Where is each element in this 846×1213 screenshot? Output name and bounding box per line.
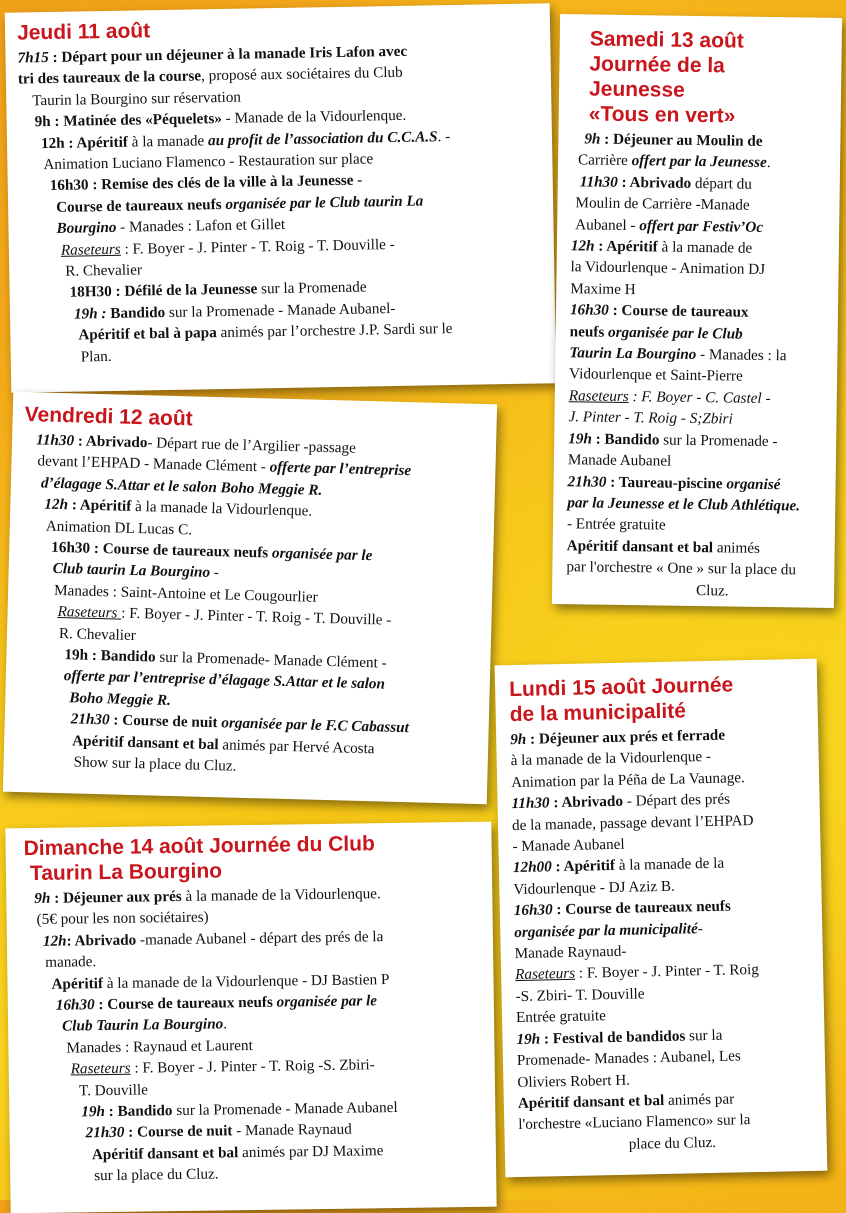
dimanche-line: T. Douville bbox=[78, 1081, 149, 1100]
dimanche-line: 21h30 : Course de nuit - Manade Raynaud bbox=[85, 1121, 352, 1142]
samedi-line: la Vidourlenque - Animation DJ bbox=[570, 258, 766, 279]
lundi-line: 16h30 : Course de taureaux neufs bbox=[513, 897, 731, 920]
samedi-line: Carrière offert par la Jeunesse. bbox=[577, 151, 771, 172]
vendredi-line: Manades : Saint-Antoine et Le Cougourlier bbox=[53, 581, 318, 606]
jeudi-title: Jeudi 11 août bbox=[16, 19, 151, 45]
dimanche-line: manade. bbox=[45, 953, 97, 972]
samedi-line: J. Pinter - T. Roig - S;Zbiri bbox=[568, 408, 733, 428]
lundi-title: de la municipalité bbox=[509, 699, 687, 727]
lundi-line: 19h : Festival de bandidos sur la bbox=[516, 1026, 723, 1048]
vendredi-line: offerte par l’entreprise d’élagage S.Attar et le salon bbox=[63, 667, 386, 694]
jeudi-line: 18H30 : Défilé de la Jeunesse sur la Promenade bbox=[69, 278, 367, 302]
jeudi-line: 12h : Apéritif à la manade au profit de l’association du C.C.A.S. - bbox=[40, 127, 451, 152]
vendredi-line: Apéritif dansant et bal animés par Hervé Acosta bbox=[71, 732, 375, 757]
lundi-line: - Manade Aubanel bbox=[512, 835, 625, 856]
lundi-line: à la manade de la Vidourlenque - bbox=[510, 748, 712, 770]
samedi-line: Apéritif dansant et bal animés bbox=[566, 536, 761, 557]
lundi-title: Lundi 15 août Journée bbox=[508, 673, 734, 702]
vendredi-line: 12h : Apéritif à la manade la Vidourlenque. bbox=[44, 495, 313, 520]
samedi-line: Moulin de Carrière -Manade bbox=[575, 194, 750, 214]
jeudi-line: Animation Luciano Flamenco - Restauration sur place bbox=[43, 150, 374, 174]
samedi-line: Vidourlenque et Saint-Pierre bbox=[568, 365, 743, 386]
samedi-title: Jeunesse bbox=[588, 77, 685, 102]
samedi-line: Manade Aubanel bbox=[567, 451, 672, 470]
samedi-card bbox=[552, 14, 842, 608]
dimanche-line: 12h: Abrivado -manade Aubanel - départ des prés de la bbox=[42, 927, 384, 950]
jeudi-line: Apéritif et bal à papa animés par l’orchestre J.P. Sardi sur le bbox=[78, 320, 453, 344]
samedi-line: par la Jeunesse et le Club Athlétique. bbox=[567, 494, 801, 515]
samedi-line: 16h30 : Course de taureaux bbox=[569, 301, 749, 321]
dimanche-card bbox=[5, 822, 496, 1213]
vendredi-line: 19h : Bandido sur la Promenade- Manade Clément - bbox=[64, 646, 387, 672]
vendredi-line: Animation DL Lucas C. bbox=[45, 517, 193, 539]
dimanche-line: Club Taurin La Bourgino. bbox=[61, 1015, 228, 1036]
vendredi-line: 21h30 : Course de nuit organisée par le F.C Cabassut bbox=[70, 710, 410, 737]
lundi-line: 11h30 : Abrivado - Départ des prés bbox=[511, 790, 731, 813]
vendredi-line: 11h30 : Abrivado- Départ rue de l’Argilier -passage bbox=[35, 431, 357, 457]
dimanche-title: Taurin La Bourgino bbox=[29, 859, 223, 886]
jeudi-line: 19h : Bandido sur la Promenade - Manade Aubanel- bbox=[73, 299, 396, 323]
vendredi-line: Raseteurs : F. Boyer - J. Pinter - T. Roig - T. Douville - bbox=[57, 603, 392, 629]
samedi-line: Aubanel - offert par Festiv’Oc bbox=[575, 215, 764, 236]
samedi-line: - Entrée gratuite bbox=[566, 515, 666, 534]
lundi-line: de la manade, passage devant l’EHPAD bbox=[511, 811, 754, 834]
samedi-line: Taurin La Bourgino - Manades : la bbox=[569, 344, 787, 365]
jeudi-line: 16h30 : Remise des clés de la ville à la Jeunesse - bbox=[49, 172, 363, 195]
lundi-line: 9h : Déjeuner aux prés et ferrade bbox=[510, 726, 726, 749]
jeudi-line: Plan. bbox=[80, 347, 112, 366]
lundi-line: organisée par la municipalité- bbox=[514, 919, 703, 941]
dimanche-line: Apéritif dansant et bal animés par DJ Maxime bbox=[91, 1142, 384, 1164]
lundi-line: Entrée gratuite bbox=[515, 1007, 607, 1027]
dimanche-line: Apéritif à la manade de la Vidourlenque - DJ Bastien P bbox=[51, 970, 390, 993]
dimanche-line: 16h30 : Course de taureaux neufs organisée par le bbox=[55, 992, 378, 1014]
jeudi-line: Raseteurs : F. Boyer - J. Pinter - T. Roig - T. Douville - bbox=[60, 235, 395, 259]
samedi-line: par l'orchestre « One » sur la place du bbox=[566, 558, 797, 579]
samedi-title: «Tous en vert» bbox=[588, 102, 736, 128]
lundi-card bbox=[495, 659, 828, 1178]
dimanche-line: 9h : Déjeuner aux prés à la manade de la Vidourlenque. bbox=[34, 885, 381, 908]
lundi-line: Oliviers Robert H. bbox=[517, 1071, 631, 1091]
lundi-line: -S. Zbiri- T. Douville bbox=[515, 985, 645, 1005]
samedi-line: neufs organisée par le Club bbox=[569, 322, 743, 343]
vendredi-line: Boho Meggie R. bbox=[69, 689, 172, 709]
vendredi-card bbox=[3, 392, 497, 805]
dimanche-title: Dimanche 14 août Journée du Club bbox=[23, 832, 375, 861]
samedi-line: Raseteurs : F. Boyer - C. Castel - bbox=[568, 387, 771, 407]
jeudi-card bbox=[5, 3, 557, 392]
vendredi-title: Vendredi 12 août bbox=[24, 403, 194, 431]
samedi-line: 9h : Déjeuner au Moulin de bbox=[584, 130, 763, 150]
samedi-line: 11h30 : Abrivado départ du bbox=[579, 173, 753, 193]
vendredi-line: d’élagage S.Attar et le salon Boho Meggie R. bbox=[40, 474, 323, 499]
jeudi-line: R. Chevalier bbox=[65, 261, 143, 280]
lundi-line: place du Cluz. bbox=[628, 1133, 717, 1153]
lundi-line: Animation par la Péña de La Vaunage. bbox=[510, 769, 746, 791]
lundi-line: Apéritif dansant et bal animés par bbox=[517, 1090, 735, 1112]
samedi-line: Maxime H bbox=[570, 280, 636, 298]
jeudi-line: Taurin la Bourgino sur réservation bbox=[32, 88, 242, 110]
lundi-line: Manade Raynaud- bbox=[514, 942, 627, 963]
dimanche-line: 19h : Bandido sur la Promenade - Manade Aubanel bbox=[81, 1099, 398, 1121]
vendredi-line: Show sur la place du Cluz. bbox=[73, 753, 237, 775]
samedi-line: Cluz. bbox=[695, 581, 729, 599]
samedi-line: 12h : Apéritif à la manade de bbox=[570, 237, 753, 257]
lundi-line: Promenade- Manades : Aubanel, Les bbox=[516, 1047, 742, 1070]
dimanche-line: Raseteurs : F. Boyer - J. Pinter - T. Roig -S. Zbiri- bbox=[70, 1056, 375, 1078]
samedi-title: Journée de la bbox=[589, 52, 725, 78]
samedi-line: 19h : Bandido sur la Promenade - bbox=[568, 429, 778, 450]
jeudi-line: tri des taureaux de la course, proposé aux sociétaires du Club bbox=[17, 64, 403, 88]
samedi-line: 21h30 : Taureau-piscine organisé bbox=[567, 472, 781, 493]
jeudi-line: Bourgino - Manades : Lafon et Gillet bbox=[56, 216, 286, 238]
vendredi-line: R. Chevalier bbox=[58, 624, 136, 644]
jeudi-line: Course de taureaux neufs organisée par le Club taurin La bbox=[55, 192, 424, 216]
lundi-line: l'orchestre «Luciano Flamenco» sur la bbox=[518, 1111, 751, 1134]
dimanche-line: Manades : Raynaud et Laurent bbox=[66, 1036, 253, 1057]
vendredi-line: Club taurin La Bourgino - bbox=[52, 560, 220, 582]
vendredi-line: devant l’EHPAD - Manade Clément - offerte par l’entreprise bbox=[37, 452, 412, 480]
jeudi-line: 7h15 : Départ pour un déjeuner à la manade Iris Lafon avec bbox=[17, 42, 408, 67]
lundi-line: 12h00 : Apéritif à la manade de la bbox=[512, 855, 725, 877]
jeudi-line: 9h : Matinée des «Péquelets» - Manade de la Vidourlenque. bbox=[34, 107, 407, 131]
dimanche-line: (5€ pour les non sociétaires) bbox=[36, 908, 209, 929]
vendredi-line: 16h30 : Course de taureaux neufs organisée par le bbox=[51, 538, 373, 565]
samedi-title: Samedi 13 août bbox=[589, 27, 744, 53]
lundi-line: Raseteurs : F. Boyer - J. Pinter - T. Roig bbox=[514, 961, 760, 984]
lundi-line: Vidourlenque - DJ Aziz B. bbox=[513, 877, 675, 898]
dimanche-line: sur la place du Cluz. bbox=[94, 1165, 219, 1185]
